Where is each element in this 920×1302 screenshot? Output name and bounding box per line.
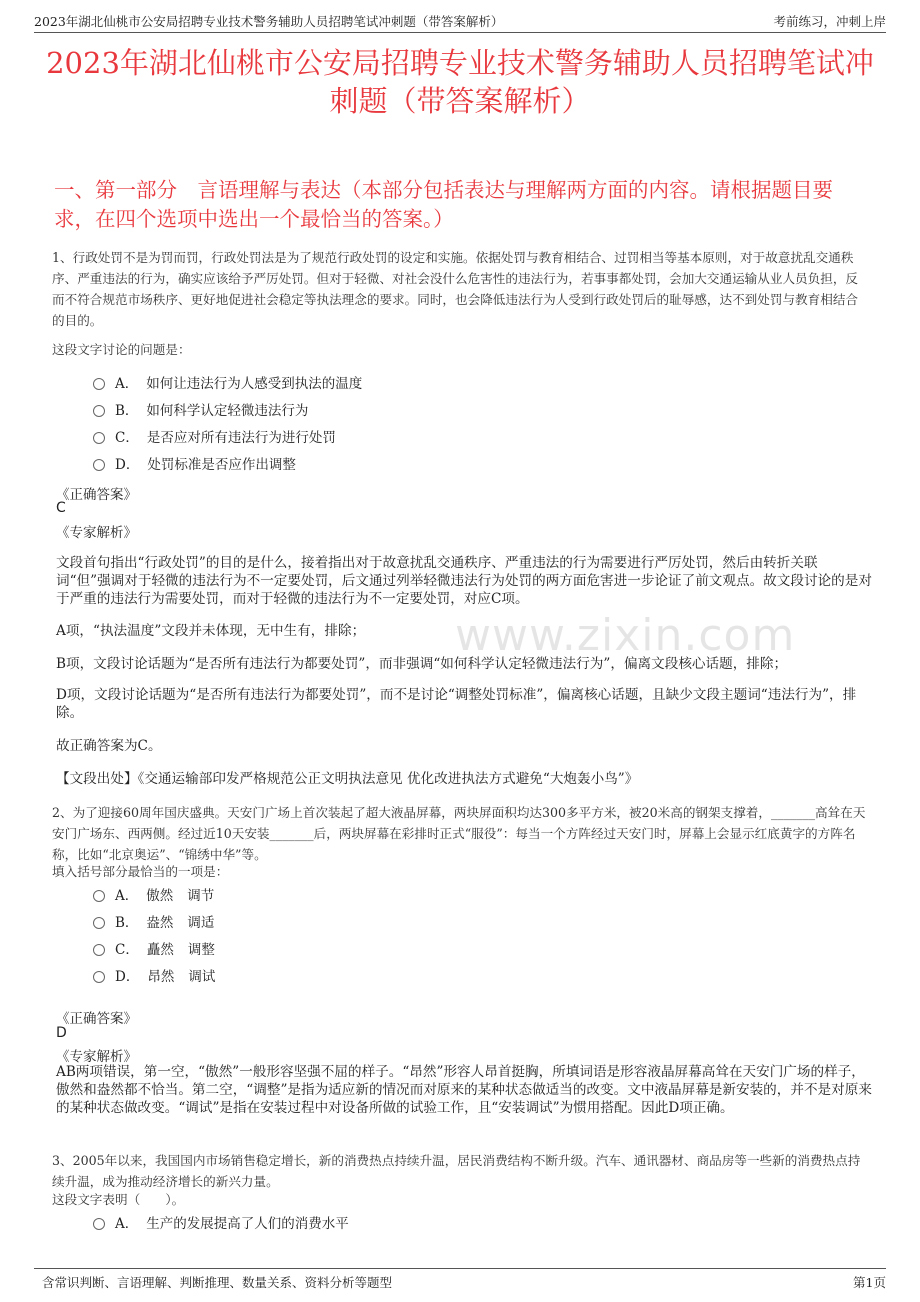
radio-icon[interactable] <box>93 971 105 983</box>
section-heading: 一、第一部分 言语理解与表达（本部分包括表达与理解两方面的内容。请根据题目要求，在四个选项中选出一个最恰当的答案。） <box>54 178 833 231</box>
option-text: 是否应对所有违法行为进行处罚 <box>146 430 336 446</box>
question-2-prompt: 填入括号部分最恰当的一项是： <box>52 864 229 879</box>
option-word-1: 傲然 <box>146 888 174 904</box>
question-1-text: 1、行政处罚不是为罚而罚，行政处罚法是为了规范行政处罚的设定和实施。依据处罚与教育相结合、过罚相当等基本原则，对于故意扰乱交通秩序、严重违法的行为，确实应该给予严厉处罚。但对于轻微、对社会没什么危害性的违法行为，若事事都处罚，会加大交通运输从业人员负担，反而不符合规范市场秩序、更好地促进社会稳定等执法理念的要求。同时，也会降低违法行为人受到行政处罚后的耻辱感，达不到处罚与教育相结合的目的。 <box>52 250 858 328</box>
q2-answer: D <box>56 1025 67 1041</box>
header-doc-title: 2023年湖北仙桃市公安局招聘专业技术警务辅助人员招聘笔试冲刺题（带答案解析） <box>34 14 504 29</box>
radio-icon[interactable] <box>93 378 105 390</box>
question-1-prompt: 这段文字讨论的问题是： <box>52 342 191 357</box>
option-letter: D． <box>115 969 140 985</box>
q1-option-c[interactable] <box>93 426 336 446</box>
footer-topics: 含常识判断、言语理解、判断推理、数量关系、资料分析等题型 <box>42 1275 393 1290</box>
option-letter: D． <box>115 457 140 473</box>
page-header <box>34 10 886 33</box>
q1-option-d[interactable] <box>93 453 296 473</box>
q2-option-a[interactable] <box>93 884 214 904</box>
option-letter: A． <box>115 1216 139 1232</box>
option-word-2: 调试 <box>188 969 216 985</box>
option-word-2: 调节 <box>187 888 215 904</box>
q1-analysis-b: B项，文段讨论话题为“是否所有违法行为都要处罚”，而非强调“如何科学认定轻微违法行为”，偏离文段核心话题，排除； <box>56 656 788 672</box>
q2-option-b[interactable] <box>93 911 214 931</box>
question-2-text: 2、为了迎接60周年国庆盛典。天安门广场上首次装起了超大液晶屏幕，两块屏面积均达300多平方米，被20米高的钢架支撑着，_______高耸在天安门广场东、西两侧。经过近10天安装_______后，两块屏幕在彩排时正式“服役”：每当一个方阵经过天安门时，屏幕上会显示红底黄字的方阵名称，比如“北京奥运”、“锦绣中华”等。 <box>52 805 866 862</box>
q3-option-a[interactable] <box>93 1212 349 1232</box>
radio-icon[interactable] <box>93 890 105 902</box>
option-letter: A． <box>115 888 139 904</box>
watermark: www.zixin.com <box>455 610 796 661</box>
q1-analysis-label: 《专家解析》 <box>56 525 137 541</box>
radio-icon[interactable] <box>93 405 105 417</box>
header-slogan: 考前练习，冲刺上岸 <box>773 14 886 29</box>
page-footer <box>34 1268 886 1291</box>
radio-icon[interactable] <box>93 917 105 929</box>
option-text: 如何让违法行为人感受到执法的温度 <box>146 376 363 392</box>
option-text: 如何科学认定轻微违法行为 <box>146 403 309 419</box>
q2-analysis-label: 《专家解析》 <box>56 1049 137 1065</box>
radio-icon[interactable] <box>93 432 105 444</box>
radio-icon[interactable] <box>93 1218 105 1230</box>
page-number: 第1页 <box>853 1275 886 1290</box>
option-word-1: 盎然 <box>146 915 174 931</box>
option-letter: C． <box>115 430 139 446</box>
document-title: 2023年湖北仙桃市公安局招聘专业技术警务辅助人员招聘笔试冲刺题（带答案解析） <box>46 46 874 118</box>
question-3-text: 3、2005年以来，我国国内市场销售稳定增长，新的消费热点持续升温，居民消费结构不断升级。汽车、通讯器材、商品房等一些新的消费热点持续升温，成为推动经济增长的新兴力量。 <box>52 1153 861 1189</box>
q2-option-d[interactable] <box>93 965 215 985</box>
q1-answer: C <box>56 500 66 516</box>
option-text: 生产的发展提高了人们的消费水平 <box>146 1216 349 1232</box>
option-word-2: 调适 <box>187 915 215 931</box>
question-3-prompt: 这段文字表明（ ）。 <box>52 1192 185 1207</box>
q1-analysis-conclusion: 故正确答案为C。 <box>56 738 162 754</box>
q1-option-b[interactable] <box>93 399 308 419</box>
option-word-2: 调整 <box>187 942 215 958</box>
option-letter: C． <box>115 942 139 958</box>
option-word-1: 矗然 <box>146 942 174 958</box>
q2-analysis: AB两项错误，第一空，“傲然”一般形容坚强不屈的样子。“昂然”形容人昂首挺胸，所填词语是形容液晶屏幕高耸在天安门广场的样子，傲然和盎然都不恰当。第二空，“调整”是指为适应新的情况而对原来的某种状态做适当的改变。文中液晶屏幕是新安装的，并不是对原来的某种状态做改变。“调试”是指在安装过程中对设备所做的试验工作，且“安装调试”为惯用搭配。因此D项正确。 <box>56 1064 872 1116</box>
q1-analysis-main: 文段首句指出“行政处罚”的目的是什么，接着指出对于故意扰乱交通秩序、严重违法的行为需要进行严厉处罚，然后由转折关联词“但”强调对于轻微的违法行为不一定要处罚，后文通过列举轻微违法行为处罚的两方面危害进一步论证了前文观点。故文段讨论的是对于严重的违法行为需要处罚，而对于轻微的违法行为不一定要处罚，对应C项。 <box>56 555 872 607</box>
option-letter: A． <box>115 376 139 392</box>
q1-answer-label: 《正确答案》 <box>56 487 137 503</box>
q1-analysis-a: A项，“执法温度”文段并未体现，无中生有，排除； <box>56 623 366 639</box>
option-word-1: 昂然 <box>147 969 175 985</box>
radio-icon[interactable] <box>93 459 105 471</box>
option-letter: B． <box>115 403 139 419</box>
option-text: 处罚标准是否应作出调整 <box>147 457 296 473</box>
q1-analysis-d: D项，文段讨论话题为“是否所有违法行为都要处罚”，而不是讨论“调整处罚标准”，偏离核心话题，且缺少文段主题词“违法行为”，排除。 <box>56 687 857 721</box>
q2-answer-label: 《正确答案》 <box>56 1011 137 1027</box>
option-letter: B． <box>115 915 139 931</box>
q1-option-a[interactable] <box>93 372 362 392</box>
radio-icon[interactable] <box>93 944 105 956</box>
q1-source: 【文段出处】《交通运输部印发严格规范公正文明执法意见 优化改进执法方式避免“大炮轰小鸟”》 <box>56 771 639 787</box>
q2-option-c[interactable] <box>93 938 215 958</box>
